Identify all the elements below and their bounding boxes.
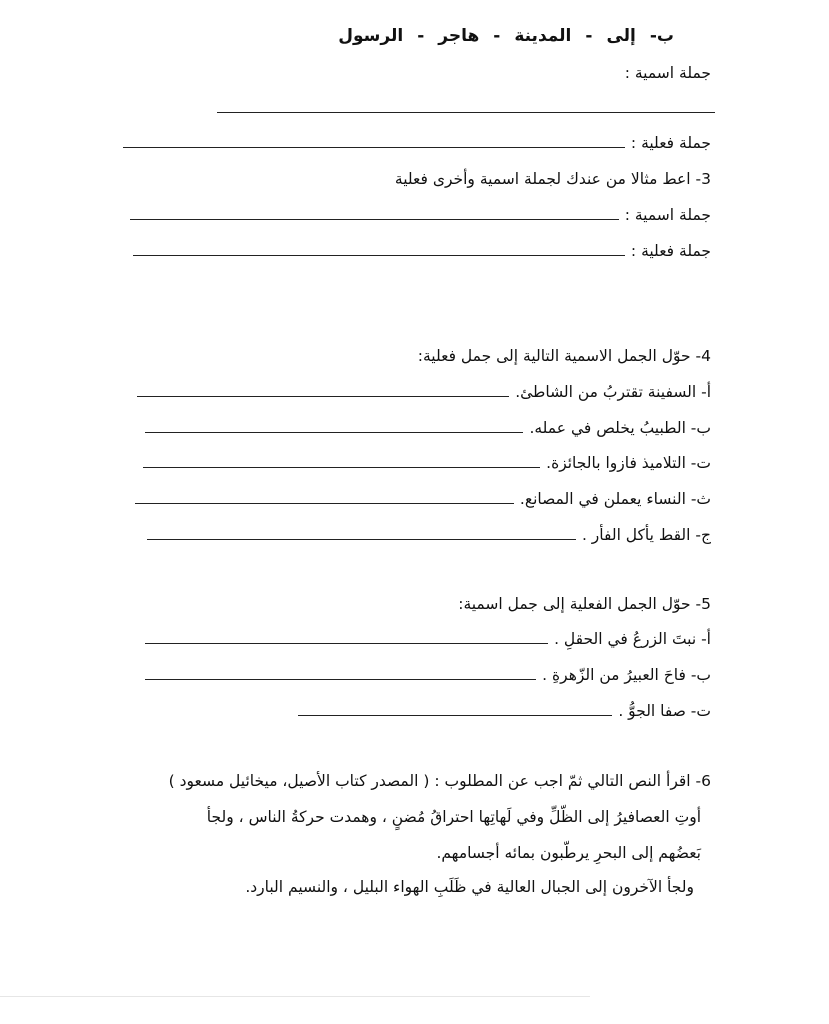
bottom-divider (0, 996, 590, 997)
title-word: - (417, 26, 425, 46)
q6-passage-text: بَعضُهم إلى البحرِ يرطّبون بمائه أجسامهم. (436, 844, 701, 862)
word-list-title (324, 26, 674, 46)
q5-heading-text: 5- حوّل الجمل الفعلية إلى جمل اسمية: (458, 595, 711, 613)
q3-heading (120, 168, 711, 190)
q6-passage-line (436, 842, 701, 864)
answer-line[interactable] (145, 629, 548, 644)
answer-line[interactable] (298, 701, 612, 716)
q5-item-text: ب- فاحَ العبيرُ من الزّهرةِ . (542, 666, 711, 684)
q4-item (143, 452, 711, 474)
nominal-label: جملة اسمية : (624, 64, 711, 82)
title-word: - (585, 26, 593, 46)
q6-passage-text: أوتِ العصافيرُ إلى الظّلِّ وفي لَهاتِها احتراقُ مُضنٍ ، وهمدت حركةُ الناس ، ولجأ (206, 808, 701, 826)
q4-item-text: ج- القط يأكل الفأر . (581, 526, 711, 544)
q4-item (147, 524, 711, 546)
section-a-verbal (123, 132, 711, 154)
q4-item (135, 488, 711, 510)
title-word: هاجر (438, 26, 480, 46)
q4-item-text: ث- النساء يعملن في المصانع. (519, 490, 711, 508)
q3-nominal (130, 204, 711, 226)
q4-item (137, 381, 711, 403)
q6-passage-line (207, 806, 701, 828)
answer-line[interactable] (137, 382, 509, 397)
answer-line[interactable] (145, 665, 536, 680)
q4-item-text: أ- السفينة تقتربُ من الشاطئ. (515, 383, 711, 401)
q3-verbal (133, 240, 711, 262)
q6-heading (169, 770, 711, 792)
answer-line[interactable] (133, 241, 625, 256)
title-word: الرسول (338, 26, 404, 46)
q4-heading-text: 4- حوّل الجمل الاسمية التالية إلى جمل فعلية: (417, 347, 711, 365)
answer-line[interactable] (143, 453, 540, 468)
section-a-nominal (120, 62, 711, 84)
nominal-label: جملة اسمية : (624, 206, 711, 224)
answer-line[interactable] (147, 525, 576, 540)
q5-item (298, 700, 711, 722)
title-word: المدينة (514, 26, 572, 46)
q4-item (145, 417, 711, 439)
q5-item (145, 664, 711, 686)
answer-line[interactable] (123, 133, 625, 148)
q3-heading-text: 3- اعط مثالا من عندك لجملة اسمية وأخرى فعلية (394, 170, 711, 188)
q6-heading-text: 6- اقرأ النص التالي ثمّ اجب عن المطلوب : ( المصدر كتاب الأصيل، ميخائيل مسعود ) (168, 772, 711, 790)
title-word: - (493, 26, 501, 46)
verbal-label: جملة فعلية : (630, 242, 711, 260)
q6-passage-line (245, 876, 694, 898)
q5-item (145, 628, 711, 650)
q4-item-text: ب- الطبيبُ يخلص في عمله. (529, 419, 711, 437)
verbal-label: جملة فعلية : (630, 134, 711, 152)
answer-line[interactable] (135, 489, 514, 504)
q4-item-text: ت- التلاميذ فازوا بالجائزة. (546, 454, 711, 472)
q5-item-text: ت- صفا الجوُّ . (618, 702, 711, 720)
title-word: إلى (606, 26, 636, 46)
answer-line[interactable] (145, 418, 523, 433)
q5-heading (120, 593, 711, 615)
title-word: ب- (649, 26, 674, 46)
answer-line[interactable] (130, 205, 619, 220)
q5-item-text: أ- نبتَ الزرعُ في الحقلِ . (554, 630, 711, 648)
answer-line[interactable] (217, 112, 715, 113)
q6-passage-text: ولجأ الآخرون إلى الجبال العالية في ظَلَبِ الهواء البليل ، والنسيم البارد. (245, 878, 694, 896)
q4-heading (120, 345, 711, 367)
